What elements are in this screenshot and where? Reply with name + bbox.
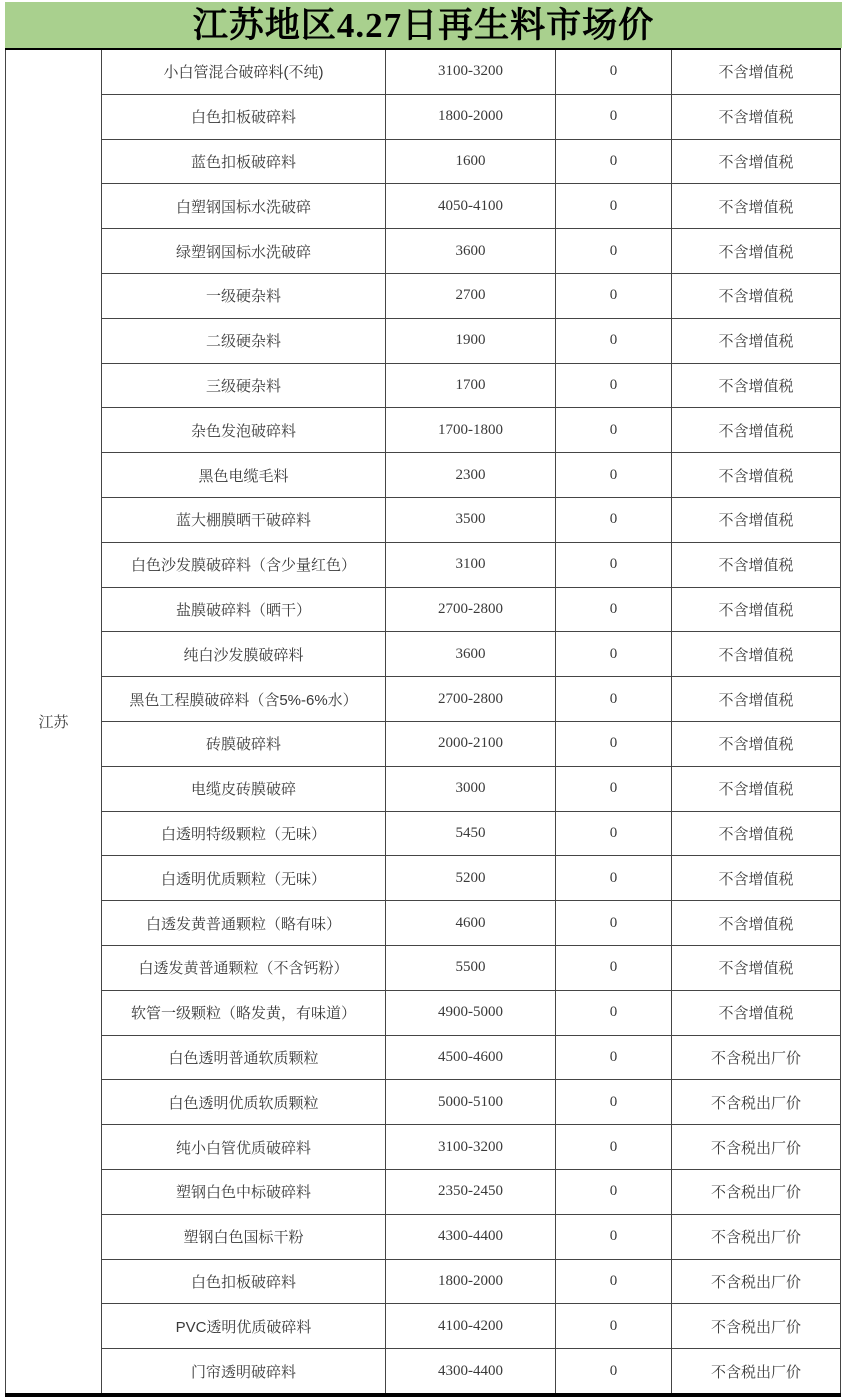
tax-note-cell: 不含增值税 <box>672 677 841 722</box>
change-cell: 0 <box>556 990 672 1035</box>
price-cell: 2700-2800 <box>386 587 556 632</box>
price-cell: 5000-5100 <box>386 1080 556 1125</box>
price-cell: 4100-4200 <box>386 1304 556 1349</box>
material-cell: 黑色工程膜破碎料（含5%-6%水） <box>102 677 386 722</box>
price-cell: 4300-4400 <box>386 1214 556 1259</box>
change-cell: 0 <box>556 632 672 677</box>
tax-note-cell: 不含税出厂价 <box>672 1304 841 1349</box>
change-cell: 0 <box>556 677 672 722</box>
table-row <box>6 139 841 184</box>
material-cell: 白色透明优质软质颗粒 <box>102 1080 386 1125</box>
change-cell: 0 <box>556 139 672 184</box>
change-cell: 0 <box>556 408 672 453</box>
table-row <box>6 453 841 498</box>
table-row <box>6 542 841 587</box>
material-cell: 白色扣板破碎料 <box>102 94 386 139</box>
table-row <box>6 273 841 318</box>
tax-note-cell: 不含税出厂价 <box>672 1125 841 1170</box>
tax-note-cell: 不含增值税 <box>672 229 841 274</box>
change-cell: 0 <box>556 587 672 632</box>
tax-note-cell: 不含增值税 <box>672 408 841 453</box>
table-row <box>6 184 841 229</box>
change-cell: 0 <box>556 1080 672 1125</box>
page-title: 江苏地区4.27日再生料市场价 <box>5 2 842 48</box>
tax-note-cell: 不含增值税 <box>672 184 841 229</box>
price-cell: 2300 <box>386 453 556 498</box>
price-cell: 4050-4100 <box>386 184 556 229</box>
price-cell: 5200 <box>386 856 556 901</box>
change-cell: 0 <box>556 1125 672 1170</box>
tax-note-cell: 不含增值税 <box>672 856 841 901</box>
table-row <box>6 1259 841 1304</box>
material-cell: 黑色电缆毛料 <box>102 453 386 498</box>
price-cell: 1600 <box>386 139 556 184</box>
material-cell: 小白管混合破碎料(不纯) <box>102 49 386 94</box>
table-row <box>6 766 841 811</box>
tax-note-cell: 不含增值税 <box>672 632 841 677</box>
table-row <box>6 721 841 766</box>
tax-note-cell: 不含税出厂价 <box>672 1214 841 1259</box>
price-cell: 3100 <box>386 542 556 587</box>
material-cell: 软管一级颗粒（略发黄，有味道） <box>102 990 386 1035</box>
table-row <box>6 632 841 677</box>
tax-note-cell: 不含增值税 <box>672 453 841 498</box>
tax-note-cell: 不含增值税 <box>672 721 841 766</box>
table-row <box>6 1080 841 1125</box>
material-cell: 蓝大棚膜晒干破碎料 <box>102 497 386 542</box>
price-cell: 1700-1800 <box>386 408 556 453</box>
material-cell: 白色沙发膜破碎料（含少量红色） <box>102 542 386 587</box>
table-row <box>6 49 841 94</box>
change-cell: 0 <box>556 811 672 856</box>
tax-note-cell: 不含增值税 <box>672 542 841 587</box>
table-row <box>6 811 841 856</box>
table-row <box>6 1349 841 1395</box>
tax-note-cell: 不含增值税 <box>672 901 841 946</box>
tax-note-cell: 不含增值税 <box>672 945 841 990</box>
tax-note-cell: 不含增值税 <box>672 811 841 856</box>
material-cell: 盐膜破碎料（晒干） <box>102 587 386 632</box>
tax-note-cell: 不含增值税 <box>672 766 841 811</box>
price-cell: 1700 <box>386 363 556 408</box>
material-cell: 蓝色扣板破碎料 <box>102 139 386 184</box>
material-cell: 纯小白管优质破碎料 <box>102 1125 386 1170</box>
material-cell: 电缆皮砖膜破碎 <box>102 766 386 811</box>
price-cell: 4300-4400 <box>386 1349 556 1395</box>
material-cell: 一级硬杂料 <box>102 273 386 318</box>
change-cell: 0 <box>556 1304 672 1349</box>
material-cell: 砖膜破碎料 <box>102 721 386 766</box>
price-cell: 3100-3200 <box>386 1125 556 1170</box>
price-cell: 3000 <box>386 766 556 811</box>
table-row <box>6 1035 841 1080</box>
material-cell: 白透发黄普通颗粒（略有味） <box>102 901 386 946</box>
table-row <box>6 363 841 408</box>
material-cell: 塑钢白色国标干粉 <box>102 1214 386 1259</box>
table-row <box>6 497 841 542</box>
material-cell: 塑钢白色中标破碎料 <box>102 1169 386 1214</box>
material-cell: PVC透明优质破碎料 <box>102 1304 386 1349</box>
change-cell: 0 <box>556 766 672 811</box>
change-cell: 0 <box>556 1214 672 1259</box>
table-row <box>6 945 841 990</box>
change-cell: 0 <box>556 945 672 990</box>
material-cell: 门帘透明破碎料 <box>102 1349 386 1395</box>
material-cell: 二级硬杂料 <box>102 318 386 363</box>
change-cell: 0 <box>556 273 672 318</box>
tax-note-cell: 不含增值税 <box>672 273 841 318</box>
tax-note-cell: 不含增值税 <box>672 318 841 363</box>
table-row <box>6 1169 841 1214</box>
table-row <box>6 94 841 139</box>
table-row <box>6 677 841 722</box>
tax-note-cell: 不含税出厂价 <box>672 1259 841 1304</box>
price-cell: 1900 <box>386 318 556 363</box>
tax-note-cell: 不含税出厂价 <box>672 1080 841 1125</box>
change-cell: 0 <box>556 363 672 408</box>
table-row <box>6 318 841 363</box>
table-row <box>6 1304 841 1349</box>
change-cell: 0 <box>556 721 672 766</box>
price-cell: 2700-2800 <box>386 677 556 722</box>
table-row <box>6 1125 841 1170</box>
price-cell: 4600 <box>386 901 556 946</box>
change-cell: 0 <box>556 318 672 363</box>
price-cell: 3500 <box>386 497 556 542</box>
tax-note-cell: 不含增值税 <box>672 49 841 94</box>
material-cell: 白塑钢国标水洗破碎 <box>102 184 386 229</box>
table-row <box>6 229 841 274</box>
change-cell: 0 <box>556 1349 672 1395</box>
region-cell: 江苏 <box>6 49 102 1395</box>
price-cell: 1800-2000 <box>386 1259 556 1304</box>
price-cell: 2000-2100 <box>386 721 556 766</box>
change-cell: 0 <box>556 453 672 498</box>
price-cell: 2700 <box>386 273 556 318</box>
tax-note-cell: 不含税出厂价 <box>672 1035 841 1080</box>
price-cell: 3100-3200 <box>386 49 556 94</box>
tax-note-cell: 不含税出厂价 <box>672 1169 841 1214</box>
table-row <box>6 856 841 901</box>
table-row <box>6 990 841 1035</box>
material-cell: 白色扣板破碎料 <box>102 1259 386 1304</box>
material-cell: 白透明优质颗粒（无味） <box>102 856 386 901</box>
change-cell: 0 <box>556 1035 672 1080</box>
tax-note-cell: 不含增值税 <box>672 363 841 408</box>
material-cell: 纯白沙发膜破碎料 <box>102 632 386 677</box>
price-cell: 4900-5000 <box>386 990 556 1035</box>
tax-note-cell: 不含增值税 <box>672 587 841 632</box>
price-cell: 5450 <box>386 811 556 856</box>
change-cell: 0 <box>556 94 672 139</box>
tax-note-cell: 不含增值税 <box>672 990 841 1035</box>
change-cell: 0 <box>556 901 672 946</box>
table-row <box>6 408 841 453</box>
tax-note-cell: 不含税出厂价 <box>672 1349 841 1395</box>
tax-note-cell: 不含增值税 <box>672 139 841 184</box>
material-cell: 白透发黄普通颗粒（不含钙粉） <box>102 945 386 990</box>
change-cell: 0 <box>556 229 672 274</box>
change-cell: 0 <box>556 184 672 229</box>
tax-note-cell: 不含增值税 <box>672 497 841 542</box>
material-cell: 杂色发泡破碎料 <box>102 408 386 453</box>
change-cell: 0 <box>556 1169 672 1214</box>
price-cell: 4500-4600 <box>386 1035 556 1080</box>
material-cell: 三级硬杂料 <box>102 363 386 408</box>
change-cell: 0 <box>556 497 672 542</box>
change-cell: 0 <box>556 856 672 901</box>
material-cell: 绿塑钢国标水洗破碎 <box>102 229 386 274</box>
price-cell: 1800-2000 <box>386 94 556 139</box>
material-cell: 白透明特级颗粒（无味） <box>102 811 386 856</box>
table-row <box>6 587 841 632</box>
price-table <box>5 48 841 1397</box>
change-cell: 0 <box>556 542 672 587</box>
price-cell: 2350-2450 <box>386 1169 556 1214</box>
material-cell: 白色透明普通软质颗粒 <box>102 1035 386 1080</box>
price-cell: 3600 <box>386 229 556 274</box>
price-cell: 5500 <box>386 945 556 990</box>
table-row <box>6 1214 841 1259</box>
price-cell: 3600 <box>386 632 556 677</box>
tax-note-cell: 不含增值税 <box>672 94 841 139</box>
change-cell: 0 <box>556 49 672 94</box>
table-row <box>6 901 841 946</box>
change-cell: 0 <box>556 1259 672 1304</box>
